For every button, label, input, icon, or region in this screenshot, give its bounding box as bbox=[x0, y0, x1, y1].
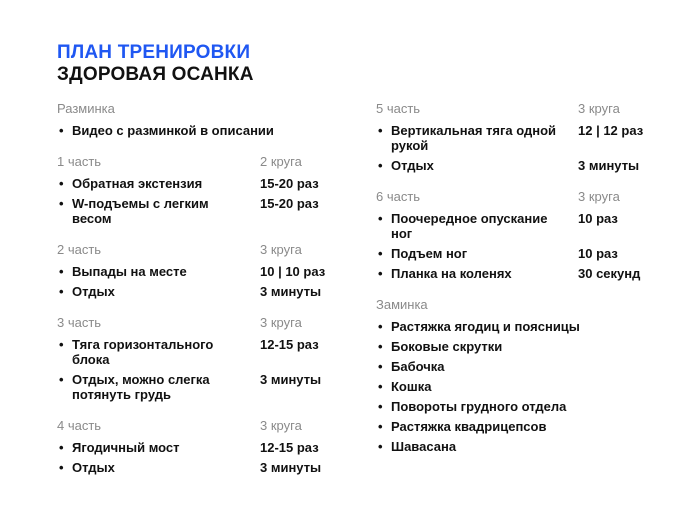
list-item bbox=[376, 266, 676, 281]
exercise-name: • Обратная экстензия bbox=[57, 176, 242, 191]
exercise-value: 30 секунд bbox=[578, 266, 641, 281]
exercise-name: • Видео с разминкой в описании bbox=[57, 123, 332, 138]
exercise-name: • Вертикальная тяга одной рукой bbox=[376, 123, 561, 153]
section-label: 4 часть bbox=[57, 418, 102, 433]
section-label: 1 часть bbox=[57, 154, 102, 169]
section-label: Заминка bbox=[376, 297, 428, 312]
list-item bbox=[57, 196, 347, 226]
exercise-name: • Подъем ног bbox=[376, 246, 561, 261]
page-title bbox=[57, 42, 254, 86]
exercise-name: • Ягодичный мост bbox=[57, 440, 242, 455]
section-label: 5 часть bbox=[376, 101, 421, 116]
list-item bbox=[376, 158, 676, 173]
exercise-name: • Тяга горизонтального блока bbox=[57, 337, 242, 367]
exercise-name: • Отдых bbox=[57, 460, 242, 475]
list-item bbox=[57, 440, 347, 455]
exercise-value: 15-20 раз bbox=[260, 196, 319, 211]
section-header bbox=[57, 417, 347, 435]
section-label: 2 часть bbox=[57, 242, 102, 257]
exercise-name: • Планка на коленях bbox=[376, 266, 561, 281]
title-line-plan: ПЛАН ТРЕНИРОВКИ bbox=[57, 42, 251, 63]
exercise-name: • Шавасана bbox=[376, 439, 671, 454]
exercise-value: 10 | 10 раз bbox=[260, 264, 326, 279]
exercise-value: 3 минуты bbox=[260, 372, 322, 387]
section-rounds: 3 круга bbox=[260, 418, 302, 433]
list-item bbox=[376, 211, 676, 241]
exercise-value: 12 | 12 раз bbox=[578, 123, 644, 138]
list-item bbox=[57, 176, 347, 191]
section-header bbox=[57, 241, 347, 259]
section-part-4 bbox=[57, 417, 347, 475]
right-column bbox=[376, 100, 676, 469]
title-line-posture: ЗДОРОВАЯ ОСАНКА bbox=[57, 64, 254, 85]
section-rounds: 2 круга bbox=[260, 154, 302, 169]
list-item bbox=[376, 123, 676, 153]
exercise-value: 12-15 раз bbox=[260, 337, 319, 352]
exercise-value: 10 раз bbox=[578, 211, 618, 226]
exercise-value: 15-20 раз bbox=[260, 176, 319, 191]
section-rounds: 3 круга bbox=[578, 189, 620, 204]
section-header bbox=[376, 296, 676, 314]
exercise-name: • Отдых, можно слегка потянуть грудь bbox=[57, 372, 242, 402]
list-item bbox=[376, 246, 676, 261]
exercise-value: 3 минуты bbox=[260, 284, 322, 299]
section-part-5 bbox=[376, 100, 676, 173]
section-label: 6 часть bbox=[376, 189, 421, 204]
left-column bbox=[57, 100, 347, 490]
list-item bbox=[57, 284, 347, 299]
exercise-name: • Поочередное опускание ног bbox=[376, 211, 561, 241]
list-item bbox=[376, 319, 676, 334]
section-part-3 bbox=[57, 314, 347, 402]
exercise-name: • Растяжка ягодиц и поясницы bbox=[376, 319, 671, 334]
exercise-name: • Бабочка bbox=[376, 359, 671, 374]
list-item bbox=[376, 339, 676, 354]
exercise-value: 10 раз bbox=[578, 246, 618, 261]
exercise-name: • Кошка bbox=[376, 379, 671, 394]
section-header bbox=[57, 314, 347, 332]
list-item bbox=[57, 372, 347, 402]
section-warmup bbox=[57, 100, 347, 138]
list-item bbox=[376, 419, 676, 434]
section-label: 3 часть bbox=[57, 315, 102, 330]
list-item bbox=[376, 439, 676, 454]
exercise-name: • Выпады на месте bbox=[57, 264, 242, 279]
section-header bbox=[376, 100, 676, 118]
section-part-6 bbox=[376, 188, 676, 281]
section-rounds: 3 круга bbox=[260, 315, 302, 330]
section-rounds: 3 круга bbox=[578, 101, 620, 116]
section-header bbox=[57, 153, 347, 171]
section-header bbox=[376, 188, 676, 206]
section-header bbox=[57, 100, 347, 118]
section-rounds: 3 круга bbox=[260, 242, 302, 257]
exercise-name: • Отдых bbox=[376, 158, 561, 173]
section-part-1 bbox=[57, 153, 347, 226]
exercise-name: • Растяжка квадрицепсов bbox=[376, 419, 671, 434]
exercise-name: • W-подъемы с легким весом bbox=[57, 196, 242, 226]
section-part-2 bbox=[57, 241, 347, 299]
exercise-value: 3 минуты bbox=[260, 460, 322, 475]
list-item bbox=[57, 337, 347, 367]
section-cooldown bbox=[376, 296, 676, 454]
list-item bbox=[376, 359, 676, 374]
section-label: Разминка bbox=[57, 101, 115, 116]
list-item bbox=[57, 264, 347, 279]
list-item bbox=[57, 123, 347, 138]
exercise-name: • Отдых bbox=[57, 284, 242, 299]
list-item bbox=[376, 379, 676, 394]
exercise-value: 3 минуты bbox=[578, 158, 640, 173]
list-item bbox=[376, 399, 676, 414]
list-item bbox=[57, 460, 347, 475]
exercise-value: 12-15 раз bbox=[260, 440, 319, 455]
exercise-name: • Повороты грудного отдела bbox=[376, 399, 671, 414]
exercise-name: • Боковые скрутки bbox=[376, 339, 671, 354]
